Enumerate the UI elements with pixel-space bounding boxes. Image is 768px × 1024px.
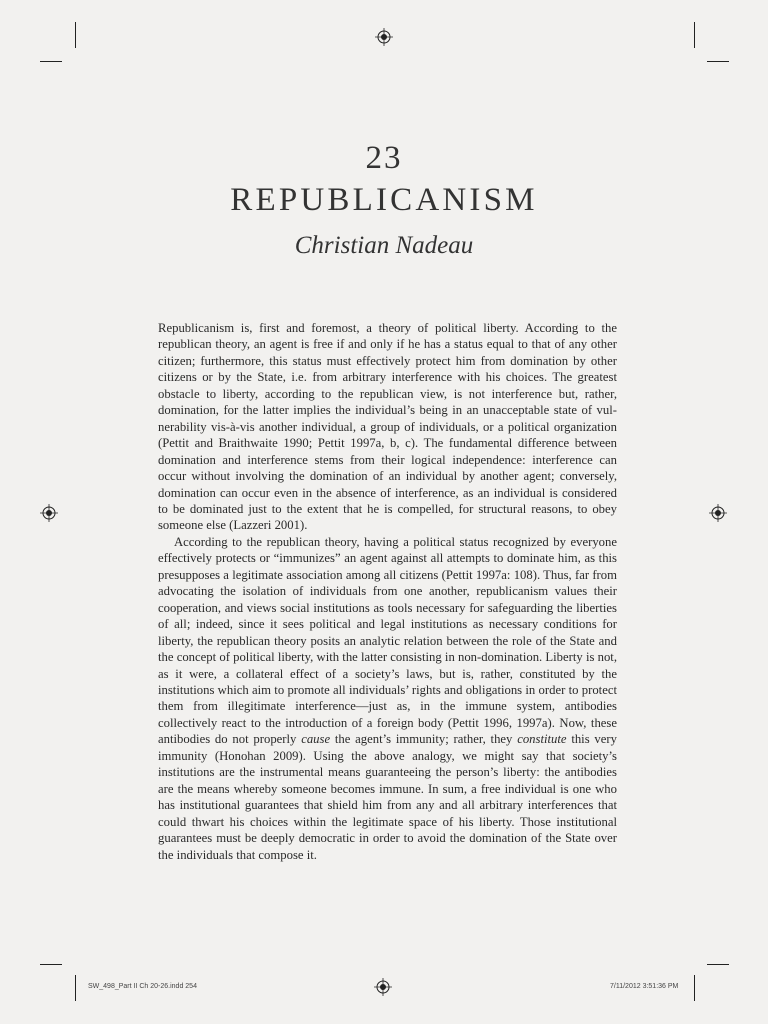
- registration-mark-icon: [375, 28, 393, 46]
- crop-mark-top-left: [75, 22, 76, 48]
- paragraph-2: [158, 534, 617, 863]
- chapter-number: 23: [365, 140, 403, 176]
- emphasis-cause: cause: [301, 732, 331, 747]
- chapter-author: Christian Nadeau: [294, 232, 474, 259]
- footer-file-slug: SW_498_Part II Ch 20-26.indd 254: [88, 983, 197, 990]
- paragraph-2-part-c: this very immunity (Honohan 2009). Using the above analogy, we might say that society’s institutions are the instrumental means guaranteeing the person’s liberty: the antibodies are the means whereby someone becomes immune. In sum, a free individual is one who has institutional guarantees that shield him from any and all arbitrary interferences that could thwart his choices within the legitimate space of his liberty. Those institutional guarantees must be deeply democratic in order to avoid the domination of the State over the individuals that compose it.: [158, 732, 617, 862]
- crop-mark-bottom-left-horizontal: [40, 964, 62, 965]
- registration-mark-icon: [709, 504, 727, 522]
- crop-mark-bottom-right-horizontal: [707, 964, 729, 965]
- crop-mark-bottom-left: [75, 975, 76, 1001]
- crop-mark-top-right-horizontal: [707, 61, 729, 62]
- emphasis-constitute: constitute: [517, 732, 567, 747]
- registration-mark-icon: [374, 978, 392, 996]
- paragraph-2-part-b: the agent’s immunity; rather, they: [330, 732, 518, 747]
- crop-mark-bottom-right: [694, 975, 695, 1001]
- crop-mark-top-left-horizontal: [40, 61, 62, 62]
- footer-timestamp: 7/11/2012 3:51:36 PM: [610, 983, 679, 990]
- registration-mark-icon: [40, 504, 58, 522]
- paragraph-2-part-a: According to the republican theory, having a political status recognized by everyone effectively protects or “immunizes” an agent against all attempts to dominate him, as this presupposes a legitimate association among all citizens (Pettit 1997a: 108). Thus, far from advocating the isolation of individuals from one another, republicanism values their cooperation, and views social institutions as tools necessary for safeguarding the liberties of all; indeed, since it sees political and legal institutions as necessary conditions for liberty, the republican theory posits an analytic relation between the role of the State and the concept of political liberty, with the latter consisting in non-domination. Liberty is not, as it were, a collateral effect of a society’s laws, but is, rather, constituted by the institutions which aim to promote all individuals’ rights and obligations in order to protect them from illegitimate interference—just as, in the immune system, antibodies collectively react to the introduction of a foreign body (Pettit 1996, 1997a). Now, these antibodies do not properly: [158, 534, 617, 747]
- paragraph-1: Republicanism is, first and foremost, a theory of political liberty. According to the republican theory, an agent is free if and only if he has a status equal to that of any other citizen; furthermore, this status must effectively protect him from domination by other citizens or by the State, i.e. from arbitrary interference with his choices. The greatest obstacle to liberty, according to the republican view, is not interference but, rather, domination, for the latter implies the individual’s being in an unacceptable state of vulnerability vis-à-vis another individual, a group of individuals, or a political organization (Pettit and Braithwaite 1990; Pettit 1997a, b, c). The fundamental difference between domination and interference stems from their logical independence: interference can occur without involving the domination of an individual by another agent; conversely, domination can occur even in the absence of interference, as an individual is considered to be dominated just to the extent that he is compelled, for structural reasons, to obey someone else (Lazzeri 2001).: [158, 321, 617, 533]
- chapter-title: REPUBLICANISM: [230, 182, 538, 218]
- crop-mark-top-right: [694, 22, 695, 48]
- body-text: [158, 320, 617, 863]
